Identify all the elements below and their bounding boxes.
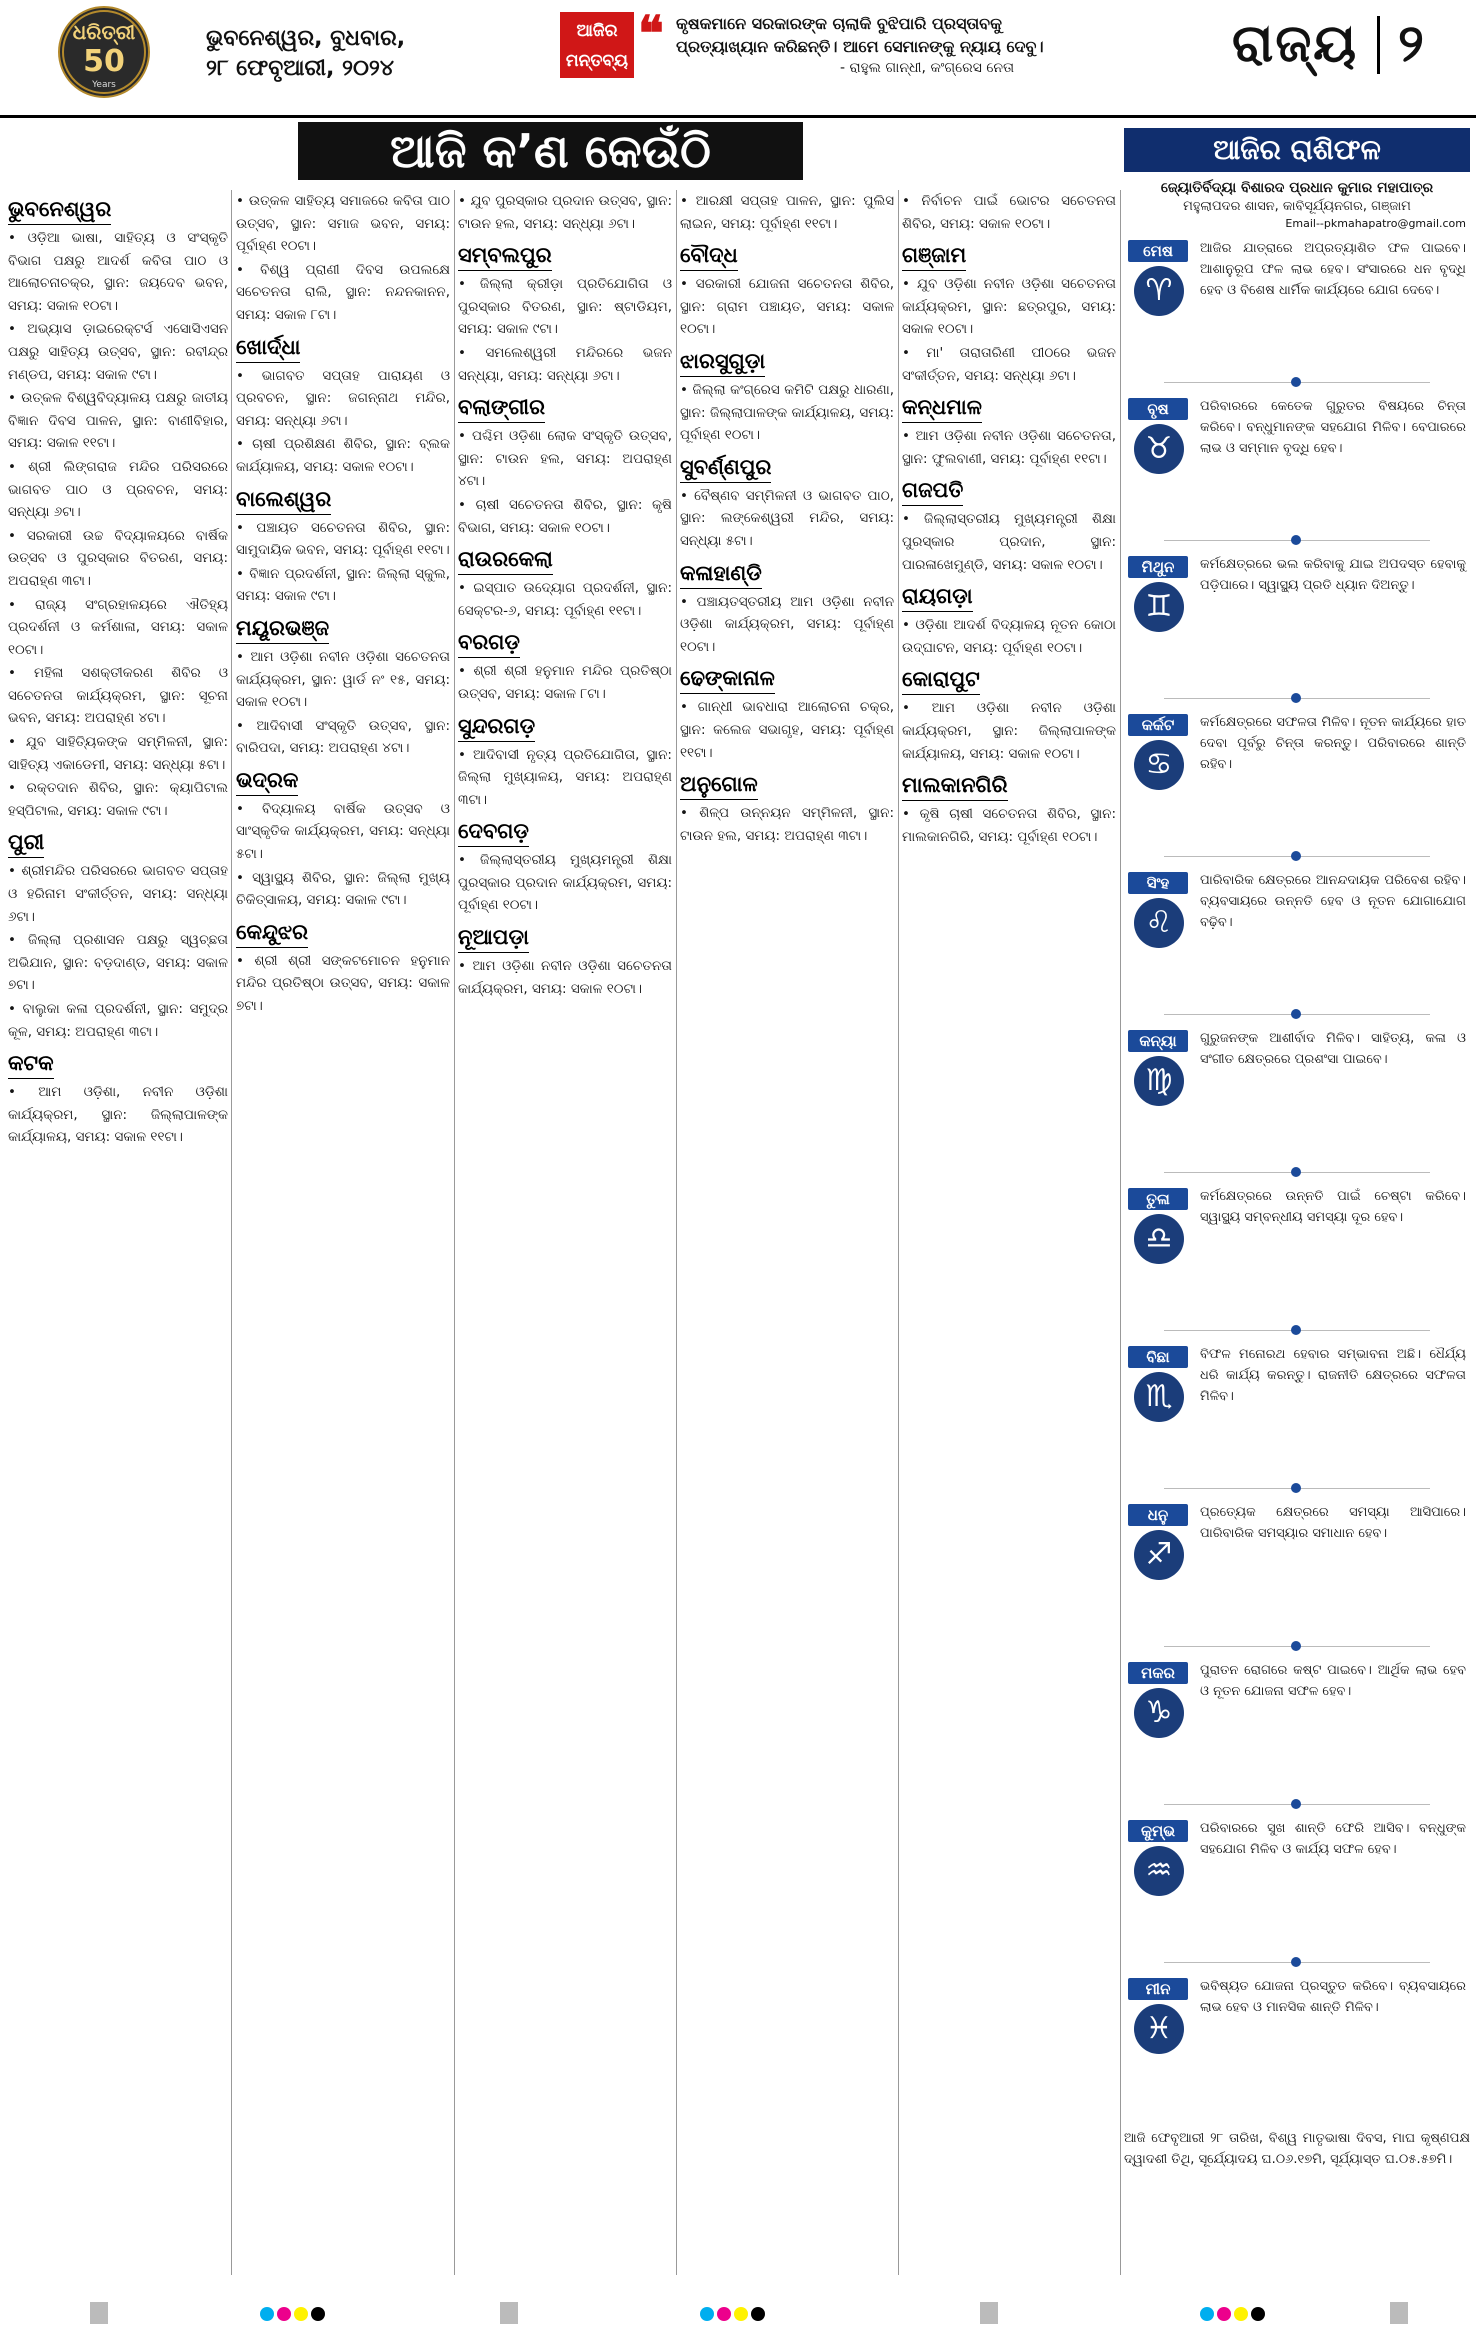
event-entry: • ଜିଲ୍ଲା କ୍ରୀଡ଼ା ପ୍ରତିଯୋଗିତା ଓ ପୁରସ୍କାର ବିତରଣ, ସ୍ଥାନ: ଷ୍ଟାଡିୟମ, ସମୟ: ସକାଳ ୯ଟା। [458, 276, 672, 338]
date-line-1: ଭୁବନେଶ୍ୱର, ବୁଧବାର, [206, 26, 406, 51]
column-rule [231, 190, 232, 2275]
sign-divider [1164, 1646, 1430, 1647]
color-dots [700, 2306, 768, 2322]
registration-mark [500, 2302, 518, 2324]
event-entry: • ଭାଗବତ ସପ୍ତାହ ପାରାୟଣ ଓ ପ୍ରବଚନ, ସ୍ଥାନ: ଜଗନ୍ନାଥ ମନ୍ଦିର, ସମୟ: ସନ୍ଧ୍ୟା ୬ଟା। [236, 367, 450, 429]
event-entry: • ଶ୍ରୀ ଶ୍ରୀ ସଙ୍କଟମୋଚନ ହନୁମାନ ମନ୍ଦିର ପ୍ରତିଷ୍ଠା ଉତ୍ସବ, ସମୟ: ସକାଳ ୭ଟା। [236, 952, 450, 1015]
event-entry: • ମହିଳା ସଶକ୍ତୀକରଣ ଶିବିର ଓ ସଚେତନତା କାର୍ଯ୍ୟକ୍ରମ, ସ୍ଥାନ: ସୂଚନା ଭବନ, ସମୟ: ଅପରାହ୍ଣ ୪ଟା। [8, 665, 228, 727]
event-entry: • ଆରକ୍ଷୀ ସପ୍ତାହ ପାଳନ, ସ୍ଥାନ: ପୁଲିସ ଲାଇନ, ସମୟ: ପୂର୍ବାହ୍ଣ ୧୧ଟା। [680, 193, 894, 232]
district-heading: ଭୁବନେଶ୍ୱର [8, 194, 111, 225]
event-entry: • ଗାନ୍ଧୀ ଭାବଧାରା ଆଲୋଚନା ଚକ୍ର, ସ୍ଥାନ: କଲେଜ ସଭାଗୃହ, ସମୟ: ପୂର୍ବାହ୍ଣ ୧୧ଟା। [680, 699, 894, 761]
event-entry: • ଆମ ଓଡ଼ିଶା ନବୀନ ଓଡ଼ିଶା ସଚେତନତା କାର୍ଯ୍ୟକ୍ରମ, ସ୍ଥାନ: ୱାର୍ଡ ନଂ ୧୫, ସମୟ: ସକାଳ ୧୦ଟା। [236, 648, 450, 711]
event-entry: • ବୈଷ୍ଣବ ସମ୍ମିଳନୀ ଓ ଭାଗବତ ପାଠ, ସ୍ଥାନ: ଲଙ୍କେଶ୍ୱରୀ ମନ୍ଦିର, ସମୟ: ସନ୍ଧ୍ୟା ୫ଟା। [680, 487, 894, 549]
zodiac-sign-label: ମକର [1128, 1662, 1188, 1684]
virgo-icon: ♍ [1134, 1056, 1184, 1106]
district-heading-row [458, 388, 672, 425]
district-heading: ବଲାଙ୍ଗୀର [458, 392, 545, 423]
event-entry: • ଓଡ଼ିଆ ଭାଷା, ସାହିତ୍ୟ ଓ ସଂସ୍କୃତି ବିଭାଗ ପକ୍ଷରୁ ଆଦର୍ଶ କବିତା ପାଠ ଓ ଆଲୋଚନାଚକ୍ର, ସ୍ଥାନ: ଜୟଦେବ ଭବନ, ସମୟ: ସକାଳ ୧୦ଟା। [8, 230, 228, 314]
district-heading-row [8, 1044, 228, 1081]
district-heading: ମାଲକାନଗିରି [902, 770, 1008, 801]
district-heading-row [8, 190, 228, 227]
zodiac-sign-text: ପୁରାତନ ରୋଗରେ କଷ୍ଟ ପାଇବେ। ଆର୍ଥିକ ଲାଭ ହେବ ଓ ନୂତନ ଯୋଜନା ସଫଳ ହେବ। [1200, 1663, 1466, 1699]
sagittarius-icon: ♐ [1134, 1530, 1184, 1580]
event-entry: • ଯୁବ ସାହିତ୍ୟିକଙ୍କ ସମ୍ମିଳନୀ, ସ୍ଥାନ: ସାହିତ୍ୟ ଏକାଡେମୀ, ସମୟ: ସନ୍ଧ୍ୟା ୫ଟା। [8, 734, 228, 773]
district-heading: ବୌଦ୍ଧ [680, 240, 738, 271]
quote-text: କୃଷକମାନେ ସରକାରଙ୍କ ଚାଲାକି ବୁଝିପାରି ପ୍ରସ୍ତାବକୁ ପ୍ରତ୍ୟାଖ୍ୟାନ କରିଛନ୍ତି। ଆମେ ସେମାନଙ୍କୁ ନ୍ୟାୟ ଦେବୁ। [676, 14, 1044, 56]
color-dots [1200, 2306, 1268, 2322]
sign-divider [1164, 382, 1430, 383]
scorpio-icon: ♏ [1134, 1372, 1184, 1422]
headline-banner: ଆଜି କ’ଣ କେଉଁଠି [298, 122, 803, 180]
event-entry: • ଆଦିବାସୀ ସଂସ୍କୃତି ଉତ୍ସବ, ସ୍ଥାନ: ବାରିପଦା, ସମୟ: ଅପରାହ୍ଣ ୪ଟା। [236, 717, 450, 757]
district-heading: ପୁରୀ [8, 827, 44, 858]
page-number: ୨ [1398, 14, 1424, 74]
event-entry: • ଉତ୍କଳ ବିଶ୍ୱବିଦ୍ୟାଳୟ ପକ୍ଷରୁ ଜାତୀୟ ବିଜ୍ଞାନ ଦିବସ ପାଳନ, ସ୍ଥାନ: ବାଣୀବିହାର, ସମୟ: ସକାଳ ୧୧ଟା। [8, 390, 228, 452]
event-entry: • କୃଷି ଚାଷୀ ସଚେତନତା ଶିବିର, ସ୍ଥାନ: ମାଲକାନଗିରି, ସମୟ: ପୂର୍ବାହ୍ଣ ୧୦ଟା। [902, 806, 1116, 845]
cancer-icon: ♋ [1134, 740, 1184, 790]
quote-tag: ଆଜିର ମନ୍ତବ୍ୟ [560, 12, 634, 78]
district-heading: ସୁନ୍ଦରଗଡ଼ [458, 711, 535, 742]
taurus-icon: ♉ [1134, 424, 1184, 474]
zodiac-sign-block [1124, 1970, 1470, 2130]
zodiac-sign-label: ବିଛା [1128, 1346, 1188, 1368]
registration-mark [1390, 2302, 1408, 2324]
district-heading-row [902, 471, 1116, 508]
logo-years: Years [92, 80, 116, 90]
district-heading-row [902, 577, 1116, 614]
zodiac-sign-label: ତୁଳା [1128, 1188, 1188, 1210]
zodiac-sign-block [1124, 390, 1470, 550]
district-heading: ବରଗଡ଼ [458, 627, 520, 658]
district-heading-row [680, 659, 894, 696]
event-entry: • ଶ୍ରୀ ଲିଙ୍ଗରାଜ ମନ୍ଦିର ପରିସରରେ ଭାଗବତ ପାଠ ଓ ପ୍ରବଚନ, ସମୟ: ସନ୍ଧ୍ୟା ୬ଟା। [8, 458, 228, 521]
astrologer-name: ଜ୍ୟୋତିର୍ବିଦ୍ୟା ବିଶାରଦ ପ୍ରଧାନ କୁମାର ମହାପାତ୍ର [1160, 180, 1434, 196]
district-heading-row [236, 328, 450, 365]
district-heading: ଝାରସୁଗୁଡ଼ା [680, 346, 765, 377]
aries-icon: ♈ [1134, 266, 1184, 316]
events-column-4 [680, 190, 894, 2275]
district-heading: ସମ୍ବଲପୁର [458, 240, 552, 271]
zodiac-sign-label: ମେଷ [1128, 240, 1188, 262]
zodiac-sign-block [1124, 1496, 1470, 1656]
column-rule [1120, 190, 1121, 2275]
event-entry: • ଯୁବ ପୁରସ୍କାର ପ୍ରଦାନ ଉତ୍ସବ, ସ୍ଥାନ: ଟାଉନ ହଲ, ସମୟ: ସନ୍ଧ୍ୟା ୬ଟା। [458, 193, 672, 232]
district-heading-row [458, 236, 672, 273]
newspaper-logo[interactable] [44, 6, 164, 102]
zodiac-sign-text: ଗୁରୁଜନଙ୍କ ଆଶୀର୍ବାଦ ମିଳିବ। ସାହିତ୍ୟ, କଳା ଓ ସଂଗୀତ କ୍ଷେତ୍ରରେ ପ୍ରଶଂସା ପାଇବେ। [1200, 1031, 1466, 1067]
zodiac-sign-label: ମୀନ [1128, 1978, 1188, 2000]
district-heading-row [680, 554, 894, 591]
date-line-2: ୨୮ ଫେବୃଆରୀ, ୨୦୨୪ [206, 56, 394, 81]
color-dots [260, 2306, 328, 2322]
zodiac-sign-block [1124, 706, 1470, 866]
district-heading: ଅନୁଗୋଳ [680, 769, 758, 800]
district-heading-row [458, 812, 672, 849]
event-entry: • ସମଲେଶ୍ୱରୀ ମନ୍ଦିରରେ ଭଜନ ସନ୍ଧ୍ୟା, ସମୟ: ସନ୍ଧ୍ୟା ୬ଟା। [458, 344, 672, 384]
quote-mark-icon: ❝ [638, 6, 664, 62]
event-entry: • ବାଲୁକା କଳା ପ୍ରଦର୍ଶନୀ, ସ୍ଥାନ: ସମୁଦ୍ର କୂଳ, ସମୟ: ଅପରାହ୍ଣ ୩ଟା। [8, 1001, 228, 1040]
event-entry: • ନିର୍ବାଚନ ପାଇଁ ଭୋଟର ସଚେତନତା ଶିବିର, ସମୟ: ସକାଳ ୧୦ଟା। [902, 193, 1116, 232]
quote-author: - ରାହୁଲ ଗାନ୍ଧୀ, କଂଗ୍ରେସ ନେତା [840, 60, 1015, 76]
district-heading: କଟକ [8, 1048, 54, 1079]
column-rule [898, 190, 899, 2275]
zodiac-sign-block [1124, 1812, 1470, 1972]
event-entry: • ଶ୍ରୀମନ୍ଦିର ପରିସରରେ ଭାଗବତ ସପ୍ତାହ ଓ ହରିନାମ ସଂକୀର୍ତ୍ତନ, ସମୟ: ସନ୍ଧ୍ୟା ୬ଟା। [8, 863, 228, 925]
district-heading: ରାୟଗଡ଼ା [902, 581, 973, 612]
sign-divider [1164, 856, 1430, 857]
event-entry: • ଇସ୍ପାତ ଉଦ୍ୟୋଗ ପ୍ରଦର୍ଶନୀ, ସ୍ଥାନ: ସେକ୍ଟର-୬, ସମୟ: ପୂର୍ବାହ୍ଣ ୧୧ଟା। [458, 580, 672, 619]
zodiac-sign-label: କୁମ୍ଭ [1128, 1820, 1188, 1842]
district-heading: ମୟୂରଭଞ୍ଜ [236, 613, 329, 644]
event-entry: • ପଞ୍ଚାୟତ ସଚେତନତା ଶିବିର, ସ୍ଥାନ: ସାମୁଦାୟିକ ଭବନ, ସମୟ: ପୂର୍ବାହ୍ଣ ୧୧ଟା। [236, 519, 450, 559]
zodiac-sign-label: ମିଥୁନ [1128, 556, 1188, 578]
event-entry: • ରକ୍ତଦାନ ଶିବିର, ସ୍ଥାନ: କ୍ୟାପିଟାଲ ହସ୍ପିଟାଲ, ସମୟ: ସକାଳ ୯ଟା। [8, 780, 228, 819]
astrologer-email[interactable]: Email--pkmahapatro@gmail.com [1285, 217, 1466, 230]
zodiac-sign-text: କର୍ମକ୍ଷେତ୍ରରେ ଉନ୍ନତି ପାଇଁ ଚେଷ୍ଟା କରିବେ। ସ୍ୱାସ୍ଥ୍ୟ ସମ୍ବନ୍ଧୀୟ ସମସ୍ୟା ଦୂର ହେବ। [1200, 1189, 1466, 1225]
sign-divider [1164, 1962, 1430, 1963]
district-heading: ନୂଆପଡ଼ା [458, 922, 529, 953]
district-heading: ଭଦ୍ରକ [236, 765, 298, 796]
zodiac-sign-label: କର୍କଟ [1128, 714, 1188, 736]
district-heading-row [458, 918, 672, 955]
district-heading: କେନ୍ଦୁଝର [236, 917, 308, 948]
event-entry: • ଶ୍ରୀ ଶ୍ରୀ ହନୁମାନ ମନ୍ଦିର ପ୍ରତିଷ୍ଠା ଉତ୍ସବ, ସମୟ: ସକାଳ ୮ଟା। [458, 663, 672, 702]
district-heading-row [902, 388, 1116, 425]
horoscope-title: ଆଜିର ରାଶିଫଳ [1124, 128, 1470, 172]
zodiac-sign-block [1124, 1022, 1470, 1182]
sign-divider [1164, 1014, 1430, 1015]
registration-mark [980, 2302, 998, 2324]
event-entry: • ଅଭ୍ୟାସ ଡ଼ାଇରେକ୍ଟର୍ସ ଏସୋସିଏସନ ପକ୍ଷରୁ ସାହିତ୍ୟ ଉତ୍ସବ, ସ୍ଥାନ: ରବୀନ୍ଦ୍ର ମଣ୍ଡପ, ସମୟ: ସକାଳ ୯ଟା। [8, 321, 228, 383]
column-rule [454, 190, 455, 2275]
zodiac-sign-text: ଆଜିର ଯାତ୍ରାରେ ଅପ୍ରତ୍ୟାଶିତ ଫଳ ପାଇବେ। ଆଶାନୁରୂପ ଫଳ ଲାଭ ହେବ। ସଂସାରରେ ଧନ ବୃଦ୍ଧି ହେବ ଓ ବିଶେଷ ଧାର୍ମିକ କାର୍ଯ୍ୟରେ ଯୋଗ ଦେବେ। [1200, 241, 1466, 298]
district-heading-row [902, 236, 1116, 273]
event-entry: • ସରକାରୀ ଯୋଜନା ସଚେତନତା ଶିବିର, ସ୍ଥାନ: ଗ୍ରାମ ପଞ୍ଚାୟତ, ସମୟ: ସକାଳ ୧୦ଟା। [680, 276, 894, 338]
events-column-3 [458, 190, 672, 2275]
astrologer-place: ମହୁଲାପଦର ଶାସନ, କାବିସୂର୍ଯ୍ୟନଗର, ଗଞ୍ଜାମ [1183, 199, 1411, 214]
section-title: ରାଜ୍ୟ [1232, 14, 1359, 74]
event-entry: • ସରକାରୀ ଉଚ୍ଚ ବିଦ୍ୟାଳୟରେ ବାର୍ଷିକ ଉତ୍ସବ ଓ ପୁରସ୍କାର ବିତରଣ, ସମୟ: ଅପରାହ୍ଣ ୩ଟା। [8, 527, 228, 589]
zodiac-sign-text: କର୍ମକ୍ଷେତ୍ରରେ ଭଲ କରିବାକୁ ଯାଇ ଅପଦସ୍ତ ହେବାକୁ ପଡ଼ିପାରେ। ସ୍ୱାସ୍ଥ୍ୟ ପ୍ରତି ଧ୍ୟାନ ଦିଅନ୍ତୁ। [1200, 557, 1466, 593]
district-heading: କନ୍ଧମାଳ [902, 392, 982, 423]
district-heading-row [902, 766, 1116, 803]
district-heading: ଖୋର୍ଦ୍ଧା [236, 332, 300, 363]
event-entry: • ପଶ୍ଚିମ ଓଡ଼ିଶା ଲୋକ ସଂସ୍କୃତି ଉତ୍ସବ, ସ୍ଥାନ: ଟାଉନ ହଲ, ସମୟ: ଅପରାହ୍ଣ ୪ଟା। [458, 428, 672, 490]
event-entry: • ଜିଲ୍ଲା ପ୍ରଶାସନ ପକ୍ଷରୁ ସ୍ୱଚ୍ଛତା ଅଭିଯାନ, ସ୍ଥାନ: ବଡ଼ଦାଣ୍ଡ, ସମୟ: ସକାଳ ୭ଟା। [8, 932, 228, 994]
event-entry: • ଶିଳ୍ପ ଉନ୍ନୟନ ସମ୍ମିଳନୀ, ସ୍ଥାନ: ଟାଉନ ହଲ, ସମୟ: ଅପରାହ୍ଣ ୩ଟା। [680, 805, 894, 844]
event-entry: • ସ୍ୱାସ୍ଥ୍ୟ ଶିବିର, ସ୍ଥାନ: ଜିଲ୍ଲା ମୁଖ୍ୟ ଚିକିତ୍ସାଳୟ, ସମୟ: ସକାଳ ୯ଟା। [236, 869, 450, 909]
district-heading: ସୁବର୍ଣ୍ଣପୁର [680, 452, 771, 483]
zodiac-sign-block [1124, 864, 1470, 1024]
zodiac-sign-block [1124, 548, 1470, 708]
event-entry: • ଉତ୍କଳ ସାହିତ୍ୟ ସମାଜରେ କବିତା ପାଠ ଉତ୍ସବ, ସ୍ଥାନ: ସମାଜ ଭବନ, ସମୟ: ପୂର୍ବାହ୍ଣ ୧୦ଟା। [236, 193, 450, 255]
event-entry: • ଜିଲ୍ଲା କଂଗ୍ରେସ କମିଟି ପକ୍ଷରୁ ଧାରଣା, ସ୍ଥାନ: ଜିଲ୍ଲାପାଳଙ୍କ କାର୍ଯ୍ୟାଳୟ, ସମୟ: ପୂର୍ବାହ୍ଣ ୧୦ଟା। [680, 381, 894, 444]
district-heading-row [680, 765, 894, 802]
horoscope-panel [1124, 128, 1470, 2268]
events-column-1 [8, 190, 228, 2275]
zodiac-sign-label: ବୃଷ [1128, 398, 1188, 420]
event-entry: • ମା' ତାରାତାରିଣୀ ପୀଠରେ ଭଜନ ସଂକୀର୍ତ୍ତନ, ସମୟ: ସନ୍ଧ୍ୟା ୬ଟା। [902, 344, 1116, 384]
district-heading-row [8, 823, 228, 860]
sign-divider [1164, 1172, 1430, 1173]
zodiac-sign-text: ପ୍ରତ୍ୟେକ କ୍ଷେତ୍ରରେ ସମସ୍ୟା ଆସିପାରେ। ପାରିବାରିକ ସମସ୍ୟାର ସମାଧାନ ହେବ। [1200, 1505, 1466, 1541]
event-entry: • ଯୁବ ଓଡ଼ିଶା ନବୀନ ଓଡ଼ିଶା ସଚେତନତା କାର୍ଯ୍ୟକ୍ରମ, ସ୍ଥାନ: ଛତ୍ରପୁର, ସମୟ: ସକାଳ ୧୦ଟା। [902, 276, 1116, 338]
district-heading-row [458, 540, 672, 577]
zodiac-sign-text: ପାରିବାରିକ କ୍ଷେତ୍ରରେ ଆନନ୍ଦଦାୟକ ପରିବେଶ ରହିବ। ବ୍ୟବସାୟରେ ଉନ୍ନତି ହେବ ଓ ନୂତନ ଯୋଗାଯୋଗ ବଢ଼ିବ। [1200, 873, 1466, 930]
district-heading-row [236, 761, 450, 798]
event-entry: • ପଞ୍ଚାୟତସ୍ତରୀୟ ଆମ ଓଡ଼ିଶା ନବୀନ ଓଡ଼ିଶା କାର୍ଯ୍ୟକ୍ରମ, ସମୟ: ପୂର୍ବାହ୍ଣ ୧୦ଟା। [680, 593, 894, 655]
district-heading-row [680, 448, 894, 485]
sign-divider [1164, 1330, 1430, 1331]
logo-number: 50 [83, 44, 125, 79]
event-entry: • ଆମ ଓଡ଼ିଶା ନବୀନ ଓଡ଼ିଶା ସଚେତନତା, ସ୍ଥାନ: ଫୁଲବାଣୀ, ସମୟ: ପୂର୍ବାହ୍ଣ ୧୧ଟା। [902, 428, 1116, 467]
district-heading: ଗଜପତି [902, 475, 963, 506]
sign-divider [1164, 540, 1430, 541]
event-entry: • ଜିଲ୍ଲାସ୍ତରୀୟ ମୁଖ୍ୟମନ୍ତ୍ରୀ ଶିକ୍ଷା ପୁରସ୍କାର ପ୍ରଦାନ କାର୍ଯ୍ୟକ୍ରମ, ସମୟ: ପୂର୍ବାହ୍ଣ ୧୦ଟା। [458, 852, 672, 914]
event-entry: • ବିଶ୍ୱ ପ୍ରାଣୀ ଦିବସ ଉପଲକ୍ଷେ ସଚେତନତା ରାଲି, ସ୍ଥାନ: ନନ୍ଦନକାନନ, ସମୟ: ସକାଳ ୮ଟା। [236, 261, 450, 323]
event-entry: • ଆମ ଓଡ଼ିଶା ନବୀନ ଓଡ଼ିଶା କାର୍ଯ୍ୟକ୍ରମ, ସ୍ଥାନ: ଜିଲ୍ଲାପାଳଙ୍କ କାର୍ଯ୍ୟାଳୟ, ସମୟ: ସକାଳ ୧୦ଟା। [902, 700, 1116, 762]
event-entry: • ବିଦ୍ୟାଳୟ ବାର୍ଷିକ ଉତ୍ସବ ଓ ସାଂସ୍କୃତିକ କାର୍ଯ୍ୟକ୍ରମ, ସମୟ: ସନ୍ଧ୍ୟା ୫ଟା। [236, 800, 450, 863]
district-heading-row [236, 480, 450, 517]
district-heading-row [236, 609, 450, 646]
zodiac-sign-block [1124, 1654, 1470, 1814]
dateline [206, 24, 405, 84]
zodiac-sign-label: ସିଂହ [1128, 872, 1188, 894]
sign-divider [1164, 698, 1430, 699]
zodiac-sign-label: କନ୍ୟା [1128, 1030, 1188, 1052]
zodiac-sign-block [1124, 1338, 1470, 1498]
aquarius-icon: ♒ [1134, 1846, 1184, 1896]
libra-icon: ♎ [1134, 1214, 1184, 1264]
event-entry: • ଜିଲ୍ଲାସ୍ତରୀୟ ମୁଖ୍ୟମନ୍ତ୍ରୀ ଶିକ୍ଷା ପୁରସ୍କାର ପ୍ରଦାନ, ସ୍ଥାନ: ପାରଳାଖେମୁଣ୍ଡି, ସମୟ: ସକାଳ ୧୦ଟା। [902, 511, 1116, 573]
zodiac-sign-block [1124, 1180, 1470, 1340]
zodiac-sign-text: ବିଫଳ ମନୋରଥ ହେବାର ସମ୍ଭାବନା ଅଛି। ଧୈର୍ଯ୍ୟ ଧରି କାର୍ଯ୍ୟ କରନ୍ତୁ। ରାଜନୀତି କ୍ଷେତ୍ରରେ ସଫଳତା ମିଳିବ। [1200, 1347, 1466, 1404]
gemini-icon: ♊ [1134, 582, 1184, 632]
logo-word: ଧରିତ୍ରୀ [72, 20, 136, 44]
district-heading-row [236, 913, 450, 950]
event-entry: • ଓଡ଼ିଶା ଆଦର୍ଶ ବିଦ୍ୟାଳୟ ନୂତନ କୋଠା ଉଦ୍‌ଘାଟନ, ସମୟ: ପୂର୍ବାହ୍ଣ ୧୦ଟା। [902, 617, 1116, 656]
sign-divider [1164, 1488, 1430, 1489]
registration-mark [90, 2302, 108, 2324]
section-divider [1377, 16, 1380, 74]
events-column-5 [902, 190, 1116, 2275]
sign-divider [1164, 1804, 1430, 1805]
event-entry: • ଆଦିବାସୀ ନୃତ୍ୟ ପ୍ରତିଯୋଗିତା, ସ୍ଥାନ: ଜିଲ୍ଲା ମୁଖ୍ୟାଳୟ, ସମୟ: ଅପରାହ୍ଣ ୩ଟା। [458, 746, 672, 808]
zodiac-sign-text: ଭବିଷ୍ୟତ ଯୋଜନା ପ୍ରସ୍ତୁତ କରିବେ। ବ୍ୟବସାୟରେ ଲାଭ ହେବ ଓ ମାନସିକ ଶାନ୍ତି ମିଳିବ। [1200, 1979, 1466, 2015]
event-entry: • ଚାଷୀ ସଚେତନତା ଶିବିର, ସ୍ଥାନ: କୃଷି ବିଭାଗ, ସମୟ: ସକାଳ ୧୦ଟା। [458, 496, 672, 536]
event-entry: • ବିଜ୍ଞାନ ପ୍ରଦର୍ଶନୀ, ସ୍ଥାନ: ଜିଲ୍ଲା ସ୍କୁଲ, ସମୟ: ସକାଳ ୯ଟା। [236, 565, 450, 605]
leo-icon: ♌ [1134, 898, 1184, 948]
panjika-footer: ଆଜି ଫେବୃଆରୀ ୨୮ ତାରିଖ, ବିଶ୍ୱ ମାତୃଭାଷା ଦିବସ, ମାଘ କୃଷ୍ଣପକ୍ଷ ଦ୍ୱାଦଶୀ ତିଥି, ସୂର୍ଯ୍ୟୋଦୟ ଘ.୦୬.୧୭ମି, ସୂର୍ଯ୍ୟାସ୍ତ ଘ.୦୫.୫୭ମି। [1124, 2131, 1470, 2167]
district-heading: ରାଉରକେଲା [458, 544, 553, 575]
district-heading: ଦେବଗଡ଼ [458, 816, 529, 847]
district-heading-row [680, 342, 894, 379]
district-heading-row [902, 660, 1116, 697]
district-heading-row [458, 707, 672, 744]
district-heading: ଢେଙ୍କାନାଳ [680, 663, 775, 694]
zodiac-sign-text: କର୍ମକ୍ଷେତ୍ରରେ ସଫଳତା ମିଳିବ। ନୂତନ କାର୍ଯ୍ୟରେ ହାତ ଦେବା ପୂର୍ବରୁ ଚିନ୍ତା କରନ୍ତୁ। ପରିବାରରେ ଶାନ୍ତି ରହିବ। [1200, 715, 1466, 772]
capricorn-icon: ♑ [1134, 1688, 1184, 1738]
pisces-icon: ♓ [1134, 2004, 1184, 2054]
zodiac-sign-label: ଧନୁ [1128, 1504, 1188, 1526]
events-column-2 [236, 190, 450, 2275]
district-heading: କଳାହାଣ୍ଡି [680, 558, 762, 589]
event-entry: • ରାଜ୍ୟ ସଂଗ୍ରହାଳୟରେ ଐତିହ୍ୟ ପ୍ରଦର୍ଶନୀ ଓ କର୍ମଶାଳା, ସମୟ: ସକାଳ ୧୦ଟା। [8, 596, 228, 658]
column-rule [676, 190, 677, 2275]
district-heading: କୋରାପୁଟ [902, 664, 980, 695]
district-heading: ବାଲେଶ୍ୱର [236, 484, 331, 515]
district-heading: ଗଞ୍ଜାମ [902, 240, 966, 271]
event-entry: • ଚାଷୀ ପ୍ରଶିକ୍ଷଣ ଶିବିର, ସ୍ଥାନ: ବ୍ଲକ କାର୍ଯ୍ୟାଳୟ, ସମୟ: ସକାଳ ୧୦ଟା। [236, 436, 450, 475]
event-entry: • ଆମ ଓଡ଼ିଶା ନବୀନ ଓଡ଼ିଶା ସଚେତନତା କାର୍ଯ୍ୟକ୍ରମ, ସମୟ: ସକାଳ ୧୦ଟା। [458, 958, 672, 997]
print-marks [0, 2290, 1476, 2339]
masthead [0, 0, 1476, 118]
zodiac-sign-text: ପରିବାରରେ କେତେକ ଗୁରୁତର ବିଷୟରେ ଚିନ୍ତା କରିବେ। ବନ୍ଧୁମାନଙ୍କ ସହଯୋଗ ମିଳିବ। ବେପାରରେ ଲାଭ ଓ ସମ୍ମାନ ବୃଦ୍ଧି ହେବ। [1200, 399, 1466, 456]
district-heading-row [458, 623, 672, 660]
district-heading-row [680, 236, 894, 273]
zodiac-sign-text: ପରିବାରରେ ସୁଖ ଶାନ୍ତି ଫେରି ଆସିବ। ବନ୍ଧୁଙ୍କ ସହଯୋଗ ମିଳିବ ଓ କାର୍ଯ୍ୟ ସଫଳ ହେବ। [1200, 1821, 1466, 1857]
event-entry: • ଆମ ଓଡ଼ିଶା, ନବୀନ ଓଡ଼ିଶା କାର୍ଯ୍ୟକ୍ରମ, ସ୍ଥାନ: ଜିଲ୍ଲାପାଳଙ୍କ କାର୍ଯ୍ୟାଳୟ, ସମୟ: ସକାଳ ୧୧ଟା। [8, 1084, 228, 1146]
zodiac-sign-block [1124, 232, 1470, 392]
